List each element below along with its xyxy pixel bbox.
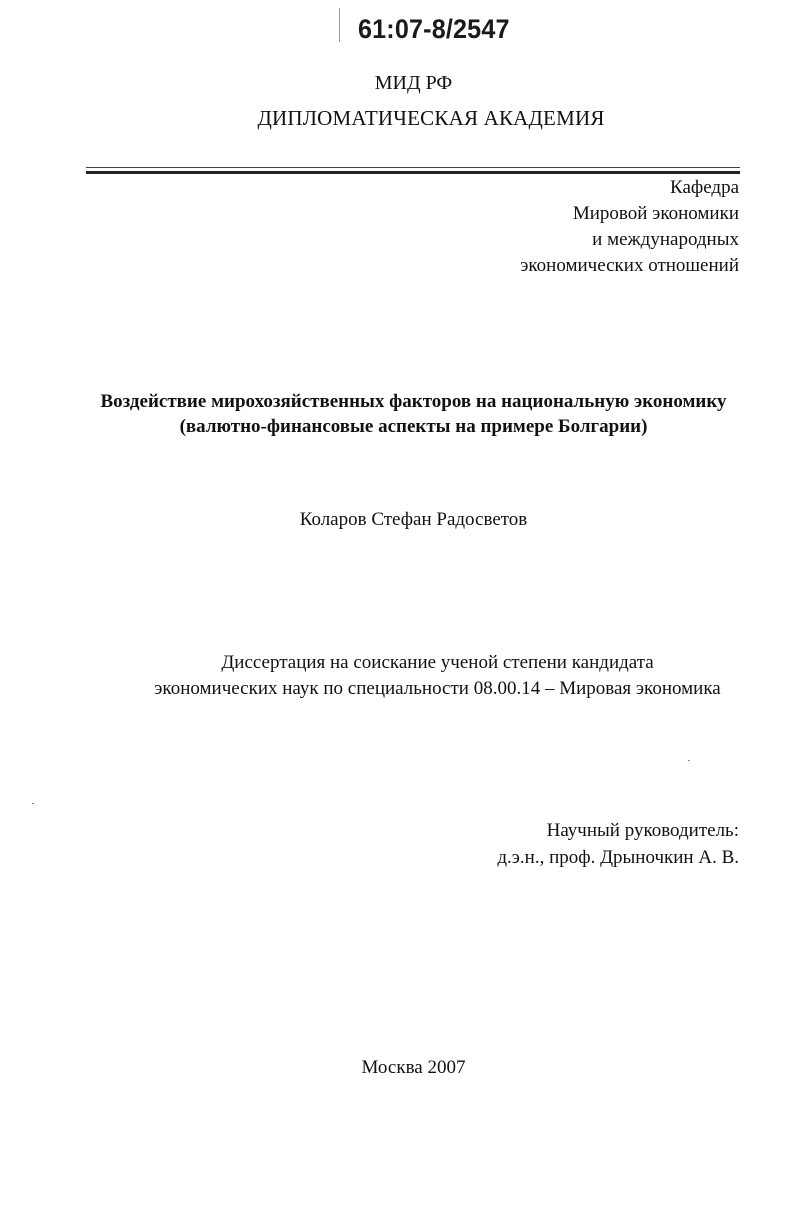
dissertation-line-1: Диссертация на соискание ученой степени кандидата [221, 652, 654, 673]
department-line: Кафедра [670, 177, 739, 198]
scan-speck [32, 803, 34, 804]
dissertation-description [0, 650, 795, 702]
department-line: Мировой экономики [572, 203, 739, 224]
supervisor-block [497, 817, 739, 871]
supervisor-name: д.э.н., проф. Дрыночкин А. В. [497, 847, 739, 868]
supervisor-label: Научный руководитель: [546, 820, 739, 841]
academy-name: ДИПЛОМАТИЧЕСКАЯ АКАДЕМИЯ [257, 106, 605, 130]
author-name: Коларов Стефан Радосветов [299, 509, 528, 530]
place-and-year: Москва 2007 [361, 1057, 466, 1078]
title-line-2: (валютно-финансовые аспекты на примере Болгарии) [179, 416, 648, 437]
ministry-name: МИД РФ [374, 72, 453, 94]
department-line: и международных [592, 229, 739, 250]
department-block [520, 175, 739, 279]
header-rule-thin [86, 167, 740, 168]
title-line-1: Воздействие мирохозяйственных факторов на национальную экономику [100, 391, 727, 412]
dissertation-title [0, 389, 795, 439]
department-line: экономических отношений [520, 255, 739, 276]
scan-artifact-line [339, 8, 340, 42]
dissertation-line-2: экономических наук по специальности 08.00.14 – Мировая экономика [154, 678, 721, 699]
scan-speck [688, 760, 690, 761]
library-stamp-code: 61:07-8/2547 [358, 14, 510, 44]
header-rule-thick [86, 171, 740, 174]
